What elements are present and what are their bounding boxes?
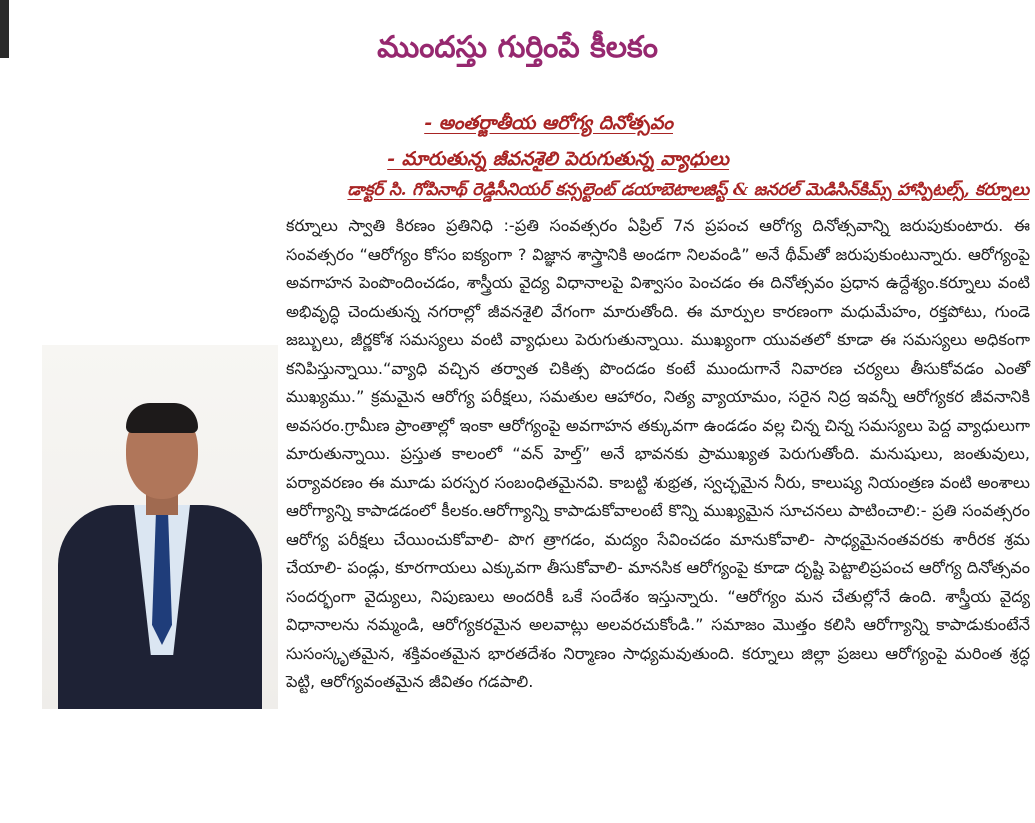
subhead-world-health-day: - అంతర్జాతీయ ఆరోగ్య దినోత్సవం <box>424 112 673 134</box>
headline: ముందస్తు గుర్తింపే కీలకం <box>377 30 658 65</box>
byline: డాక్టర్ సి. గోపినాథ్ రెడ్డిసీనియర్ కన్సల్టెంట్ డయాబెటాలజిస్ట్ & జనరల్ మెడిసిన్‌కిమ్స్ హాస్పిటల్స్, కర్నూలు <box>347 180 1029 200</box>
article-body <box>42 212 1030 709</box>
photo-hair-shape <box>126 403 198 433</box>
subhead-lifestyle-diseases: - మారుతున్న జీవనశైలి పెరుగుతున్న వ్యాధులు <box>387 148 729 170</box>
article-text: కర్నూలు స్వాతి కిరణం ప్రతినిధి :-ప్రతి సంవత్సరం ఏప్రిల్ 7న ప్రపంచ ఆరోగ్య దినోత్సవాన్ని జరుపుకుంటారు. ఈ సంవత్సరం “ఆరోగ్యం కోసం ఐక్యంగా ? విజ్ఞాన శాస్త్రానికి అండగా నిలవండి” అనే థీమ్‌తో జరుపుకుంటున్నారు. ఆరోగ్యంపై అవగాహన పెంపొందించడం, శాస్త్రీయ వైద్య విధానాలపై విశ్వాసం పెంచడం ఈ దినోత్సవం ప్రధాన ఉద్దేశ్యం.కర్నూలు వంటి అభివృద్ధి చెందుతున్న నగరాల్లో జీవనశైలి వేగంగా మారుతోంది. ఈ మార్పుల కారణంగా మధుమేహం, రక్తపోటు, గుండె జబ్బులు, జీర్ణకోశ సమస్యలు వంటి వ్యాధులు పెరుగుతున్నాయి. ముఖ్యంగా యువతలో కూడా ఈ సమస్యలు అధికంగా కనిపిస్తున్నాయి.“వ్యాధి వచ్చిన తర్వాత చికిత్స పొందడం కంటే ముందుగానే నివారణ చర్యలు తీసుకోవడం ఎంతో ముఖ్యము.” క్రమమైన ఆరోగ్య పరీక్షలు, సమతుల ఆహారం, నిత్య వ్యాయామం, సరైన నిద్ర ఇవన్నీ ఆరోగ్యకర జీవనానికి అవసరం.గ్రామీణ ప్రాంతాల్లో ఇంకా ఆరోగ్యంపై అవగాహన తక్కువగా ఉండడం వల్ల చిన్న చిన్న సమస్యలు పెద్ద వ్యాధులుగా మారుతున్నాయి. ప్రస్తుత కాలంలో “వన్ హెల్త్” అనే భావనకు ప్రాముఖ్యత పెరుగుతోంది. మనుషులు, జంతువులు, పర్యావరణం ఈ మూడు పరస్పర సంబంధితమైనవి. కాబట్టి శుభ్రత, స్వచ్ఛమైన నీరు, కాలుష్య నియంత్రణ వంటి అంశాలు ఆరోగ్యాన్ని కాపాడడంలో కీలకం.ఆరోగ్యాన్ని కాపాడుకోవాలంటే కొన్ని ముఖ్యమైన సూచనలు పాటించాలి:- ప్రతి సంవత్సరం ఆరోగ్య పరీక్షలు చేయించుకోవాలి- పొగ త్రాగడం, మద్యం సేవించడం మానుకోవాలి- సాధ్యమైనంతవరకు శారీరక శ్రమ చేయాలి- పండ్లు, కూరగాయలు ఎక్కువగా తీసుకోవాలి- మానసిక ఆరోగ్యంపై కూడా దృష్టి పెట్టాలిప్రపంచ ఆరోగ్య దినోత్సవం సందర్భంగా వైద్యులు, నిపుణులు అందరికీ ఒకే సందేశం ఇస్తున్నారు. “ఆరోగ్యం మన చేతుల్లోనే ఉంది. శాస్త్రీయ వైద్య విధానాలను నమ్మండి, ఆరోగ్యకరమైన అలవాట్లు అలవరచుకోండి.” సమాజం మొత్తం కలిసి ఆరోగ్యాన్ని కాపాడుకుంటేనే సుసంస్కృతమైన, శక్తివంతమైన భారతదేశం నిర్మాణం సాధ్యమవుతుంది. కర్నూలు జిల్లా ప్రజలు ఆరోగ్యంపై మరింత శ్రద్ధ పెట్టి, ఆరోగ్యవంతమైన జీవితం గడపాలి. <box>286 216 1030 691</box>
doctor-portrait-photo <box>42 345 278 709</box>
